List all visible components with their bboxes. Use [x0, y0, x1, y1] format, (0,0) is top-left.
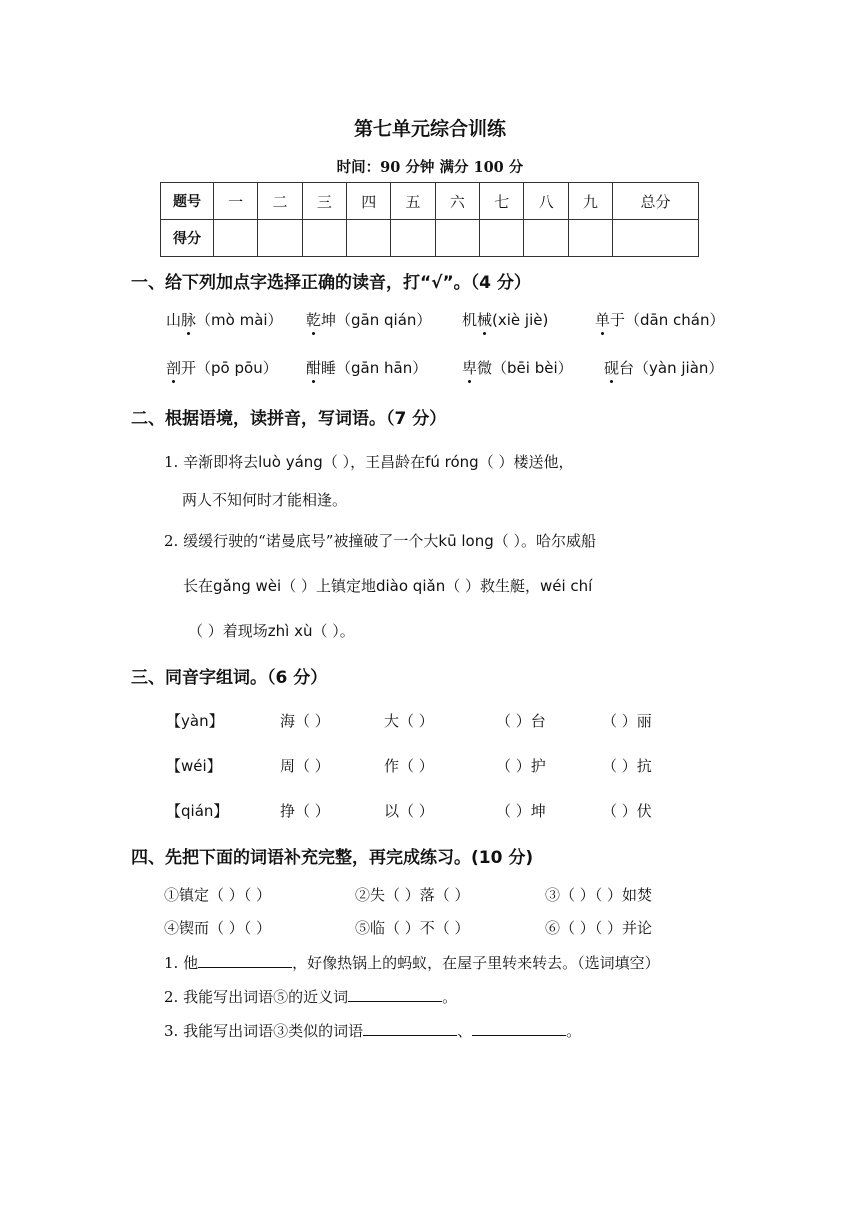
score-cell[interactable] — [391, 220, 435, 257]
score-cell[interactable] — [435, 220, 479, 257]
pinyin-item: 机械(xiè jiè) — [462, 311, 549, 329]
question-2-2-line-3: （ ）着现场zhì xù（ ）。 — [188, 622, 355, 640]
score-cell[interactable] — [258, 220, 302, 257]
column-header: 总分 — [613, 183, 699, 220]
section-3-heading: 三、同音字组词。（6 分） — [131, 668, 328, 688]
section-1-heading: 一、给下列加点字选择正确的读音，打“√”。（4 分） — [131, 273, 531, 293]
idiom-item: ④锲而（ ）（ ） — [164, 919, 272, 937]
idiom-item: ①镇定（ ）（ ） — [164, 886, 272, 904]
homophone-cell: 作（ ） — [384, 757, 434, 775]
score-cell[interactable] — [524, 220, 568, 257]
pinyin-item: 单于（dān chán） — [595, 311, 725, 329]
column-header: 八 — [524, 183, 568, 220]
pinyin-item: 酣睡（gān hān） — [306, 359, 428, 377]
score-label: 得分 — [161, 220, 214, 257]
homophone-cell: 挣（ ） — [280, 802, 330, 820]
homophone-cell: （ ）抗 — [602, 757, 652, 775]
column-header: 七 — [480, 183, 524, 220]
homophone-cell: （ ）坤 — [496, 802, 546, 820]
pinyin-item: 山脉（mò mài） — [166, 311, 283, 329]
homophone-cell: （ ）护 — [496, 757, 546, 775]
homophone-label: 【yàn】 — [166, 712, 224, 730]
idiom-item: ②失（ ）落（ ） — [355, 886, 470, 904]
homophone-cell: 以（ ） — [384, 802, 434, 820]
answer-blank[interactable] — [363, 1019, 457, 1036]
homophone-cell: （ ）台 — [496, 712, 546, 730]
score-cell[interactable] — [480, 220, 524, 257]
pinyin-item: 剖开（pō pōu） — [166, 359, 278, 377]
homophone-cell: 大（ ） — [384, 712, 434, 730]
column-header: 五 — [391, 183, 435, 220]
score-cell[interactable] — [613, 220, 699, 257]
answer-blank[interactable] — [348, 985, 442, 1002]
question-2-2: 2. 缓缓行驶的“诺曼底号”被撞破了一个大kū long（ ）。哈尔威船 — [164, 532, 597, 550]
pinyin-item: 砚台（yàn jiàn） — [604, 359, 724, 377]
idiom-item: ⑥（ ）（ ）并论 — [545, 919, 653, 937]
question-number-row — [161, 183, 699, 220]
homophone-cell: （ ）丽 — [602, 712, 652, 730]
question-4-1: 1. 他 ，好像热锅上的蚂蚁，在屋子里转来转去。（选词填空） — [164, 951, 660, 973]
homophone-cell: （ ）伏 — [602, 802, 652, 820]
idiom-item: ⑤临（ ）不（ ） — [355, 919, 470, 937]
pinyin-item: 乾坤（gān qián） — [306, 311, 432, 329]
homophone-label: 【wéi】 — [166, 757, 222, 775]
section-2-heading: 二、根据语境，读拼音，写词语。（7 分） — [131, 409, 447, 429]
question-4-3: 3. 我能写出词语③类似的词语 、 。 — [164, 1019, 581, 1041]
score-cell[interactable] — [302, 220, 346, 257]
score-cell[interactable] — [214, 220, 258, 257]
column-header: 四 — [347, 183, 391, 220]
column-header: 九 — [568, 183, 612, 220]
column-header: 三 — [302, 183, 346, 220]
pinyin-item: 卑微（bēi bèi） — [462, 359, 573, 377]
homophone-cell: 海（ ） — [280, 712, 330, 730]
question-number-label: 题号 — [161, 183, 214, 220]
idiom-item: ③（ ）（ ）如焚 — [545, 886, 653, 904]
question-4-2: 2. 我能写出词语⑤的近义词 。 — [164, 985, 457, 1007]
column-header: 一 — [214, 183, 258, 220]
answer-blank[interactable] — [198, 951, 292, 968]
score-row — [161, 220, 699, 257]
question-2-1-line-2: 两人不知何时才能相逢。 — [182, 491, 348, 509]
score-cell[interactable] — [347, 220, 391, 257]
column-header: 二 — [258, 183, 302, 220]
time-and-score-info: 时间：90 分钟 满分 100 分 — [336, 159, 524, 176]
column-header: 六 — [435, 183, 479, 220]
score-table — [160, 182, 699, 257]
page-title: 第七单元综合训练 — [353, 118, 506, 140]
score-cell[interactable] — [568, 220, 612, 257]
question-2-1: 1. 辛渐即将去luò yáng（ ），王昌龄在fú róng（ ）楼送他， — [164, 453, 574, 471]
homophone-cell: 周（ ） — [280, 757, 330, 775]
question-2-2-line-2: 长在gǎng wèi（ ）上镇定地diào qiǎn（ ）救生艇，wéi chí — [183, 577, 593, 595]
section-4-heading: 四、先把下面的词语补充完整，再完成练习。(10 分) — [131, 848, 534, 868]
homophone-label: 【qián】 — [166, 802, 229, 820]
answer-blank[interactable] — [472, 1019, 566, 1036]
